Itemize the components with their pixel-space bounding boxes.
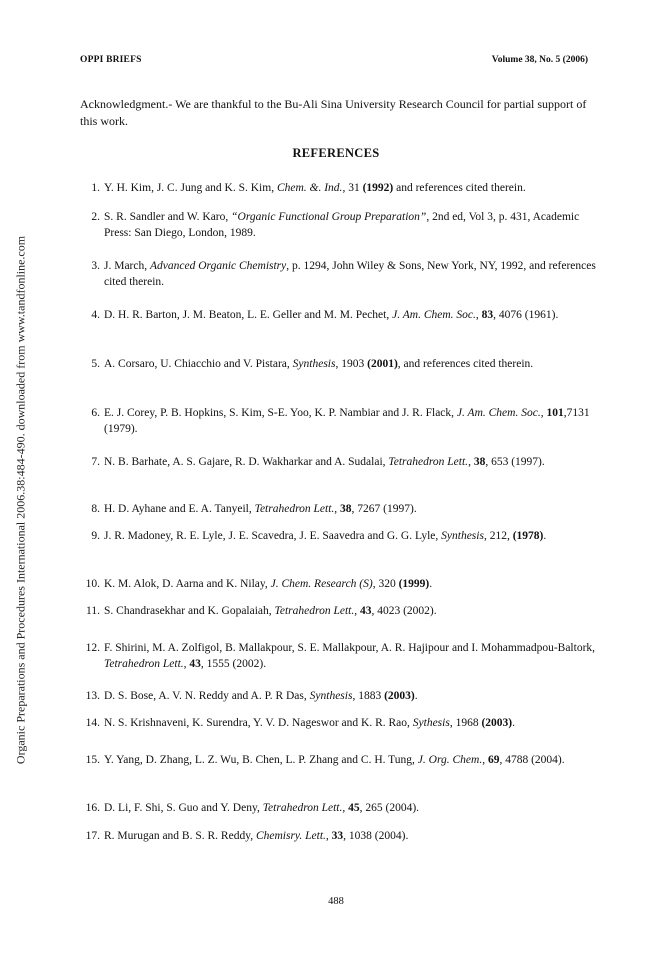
reference-segment: , [468, 456, 474, 468]
reference-segment: , and references cited therein. [397, 358, 534, 370]
reference-volume: 38 [473, 456, 486, 468]
reference-segment: Y. Yang, D. Zhang, L. Z. Wu, B. Chen, L. P. Zhang and C. H. Tung, [104, 754, 418, 766]
reference-segment: , [183, 658, 190, 670]
reference-volume: 45 [348, 802, 360, 814]
reference-segment: , 212, [483, 530, 513, 542]
reference-journal: “Organic Functional Group Preparation” [231, 211, 427, 223]
reference-number: 14. [85, 717, 100, 729]
reference-segment: S. Chandrasekhar and K. Gopalaiah, [104, 605, 275, 617]
reference-segment: N. S. Krishnaveni, K. Surendra, Y. V. D. Nageswor and K. R. Rao, [104, 717, 413, 729]
reference-number: 3. [91, 260, 100, 272]
reference-journal: J. Chem. Research (S) [270, 578, 373, 590]
reference-segment: , [334, 503, 341, 515]
reference-text [104, 528, 600, 544]
reference-journal: Tetrahedron Lett. [254, 503, 335, 515]
reference-segment: and references cited therein. [393, 182, 526, 194]
reference-number: 11. [86, 605, 100, 617]
reference-segment: , 1903 [335, 358, 368, 370]
reference-volume: 69 [487, 754, 500, 766]
reference-volume: 38 [340, 503, 352, 515]
reference-text [104, 688, 600, 704]
reference-segment: F. Shirini, M. A. Zolfigol, B. Mallakpour, S. E. Mallakpour, A. R. Hajipour and I. Mohammadpou-Baltork, [104, 642, 596, 654]
reference-segment: D. S. Bose, A. V. N. Reddy and A. P. R Das, [104, 690, 310, 702]
reference-text [104, 800, 600, 816]
reference-journal: Chem. &. Ind. [276, 182, 343, 194]
reference-segment: , p. 1294, John Wiley & Sons, New York, NY, 1992, and references cited therein. [104, 260, 596, 288]
reference-number: 5. [91, 358, 100, 370]
reference-journal: Tetrahedron Lett. [262, 802, 343, 814]
reference-segment: . [543, 530, 547, 542]
reference-journal: J. Am. Chem. Soc. [456, 407, 541, 419]
reference-segment: . [429, 578, 433, 590]
reference-number: 15. [85, 754, 100, 766]
reference-volume: 83 [481, 309, 494, 321]
reference-volume: (1992) [362, 182, 394, 194]
reference-segment: , [354, 605, 360, 617]
reference-text [104, 752, 600, 768]
reference-number: 1. [91, 182, 100, 194]
reference-journal: Sythesis [412, 717, 450, 729]
reference-journal: Synthesis [441, 530, 484, 542]
reference-segment: , 320 [372, 578, 399, 590]
reference-segment: A. Corsaro, U. Chiacchio and V. Pistara, [104, 358, 293, 370]
reference-segment: . [414, 690, 418, 702]
reference-text [104, 454, 600, 470]
reference-segment: J. R. Madoney, R. E. Lyle, J. E. Scavedra, J. E. Saavedra and G. G. Lyle, [104, 530, 442, 542]
reference-number: 7. [91, 456, 100, 468]
reference-text [104, 180, 600, 196]
reference-number: 9. [91, 530, 100, 542]
reference-segment: , 2nd ed, Vol 3, p. 431, Academic Press: San Diego, London, 1989. [104, 211, 580, 239]
reference-number: 4. [91, 309, 100, 321]
reference-text [104, 356, 600, 372]
reference-segment: , 4076 (1961). [493, 309, 559, 321]
running-header-journal: OPPI BRIEFS [80, 55, 142, 65]
reference-number: 12. [85, 642, 100, 654]
reference-volume: 33 [331, 830, 344, 842]
references-heading: REFERENCES [292, 146, 380, 160]
reference-volume: (2001) [367, 358, 398, 370]
reference-volume: 101 [546, 407, 564, 419]
reference-segment: , [540, 407, 547, 419]
reference-number: 13. [85, 690, 100, 702]
reference-segment: , 1038 (2004). [343, 830, 409, 842]
reference-segment: N. B. Barhate, A. S. Gajare, R. D. Wakharkar and A. Sudalai, [104, 456, 389, 468]
reference-segment: , 1968 [449, 717, 482, 729]
reference-segment: K. M. Alok, D. Aarna and K. Nilay, [104, 578, 271, 590]
reference-journal: Synthesis [309, 690, 353, 702]
running-header-volume: Volume 38, No. 5 (2006) [491, 55, 588, 65]
reference-segment: , [475, 309, 482, 321]
reference-segment: D. Li, F. Shi, S. Guo and Y. Deny, [104, 802, 263, 814]
reference-segment: ,7131 (1979). [104, 407, 590, 435]
reference-volume: (1999) [398, 578, 430, 590]
reference-segment: S. R. Sandler and W. Karo, [104, 211, 232, 223]
reference-text [104, 258, 600, 290]
reference-segment: , [482, 754, 488, 766]
reference-number: 8. [91, 503, 100, 515]
reference-text [104, 209, 600, 241]
reference-text [104, 603, 600, 619]
acknowledgment-paragraph: Acknowledgment.- We are thankful to the Bu-Ali Sina University Research Council for partial support of this work. [80, 97, 587, 128]
reference-segment: , 4788 (2004). [499, 754, 565, 766]
reference-volume: 43 [359, 605, 372, 617]
reference-volume: (1978) [512, 530, 544, 542]
reference-segment: , 31 [342, 182, 363, 194]
reference-journal: J. Am. Chem. Soc. [392, 309, 476, 321]
reference-journal: Tetrahedron Lett. [388, 456, 469, 468]
reference-segment: , 265 (2004). [359, 802, 420, 814]
reference-segment: J. March, [104, 260, 150, 272]
reference-number: 10. [85, 578, 100, 590]
download-watermark-text: Organic Preparations and Procedures International 2006.38:484-490. downloaded from www.tandfonline.com [13, 235, 28, 765]
reference-journal: Tetrahedron Lett. [104, 658, 184, 670]
reference-number: 6. [91, 407, 100, 419]
reference-volume: 43 [189, 658, 201, 670]
reference-segment: , 1555 (2002). [200, 658, 267, 670]
reference-text [104, 828, 600, 844]
reference-segment: R. Murugan and B. S. R. Reddy, [104, 830, 256, 842]
reference-segment: , 1883 [352, 690, 385, 702]
download-watermark [13, 180, 28, 820]
reference-journal: Chemisry. Lett. [255, 830, 326, 842]
reference-segment: Y. H. Kim, J. C. Jung and K. S. Kim, [104, 182, 277, 194]
reference-segment: , [325, 830, 332, 842]
reference-text [104, 405, 600, 437]
reference-segment: , [342, 802, 349, 814]
reference-text [104, 640, 600, 672]
reference-segment: , 653 (1997). [485, 456, 545, 468]
reference-segment: . [512, 717, 516, 729]
reference-journal: Tetrahedron Lett. [274, 605, 355, 617]
reference-number: 16. [85, 802, 100, 814]
reference-volume: (2003) [481, 717, 513, 729]
reference-segment: D. H. R. Barton, J. M. Beaton, L. E. Geller and M. M. Pechet, [104, 309, 393, 321]
reference-segment: , 7267 (1997). [351, 503, 417, 515]
reference-number: 17. [85, 830, 100, 842]
page-number: 488 [328, 896, 344, 907]
reference-number: 2. [91, 211, 100, 223]
reference-text [104, 715, 600, 731]
reference-volume: (2003) [384, 690, 415, 702]
reference-segment: E. J. Corey, P. B. Hopkins, S. Kim, S-E. Yoo, K. P. Nambiar and J. R. Flack, [104, 407, 457, 419]
reference-text [104, 576, 600, 592]
reference-text [104, 307, 600, 323]
reference-journal: Advanced Organic Chemistry [150, 260, 287, 272]
reference-segment: H. D. Ayhane and E. A. Tanyeil, [104, 503, 255, 515]
reference-segment: , 4023 (2002). [371, 605, 437, 617]
reference-text [104, 501, 600, 517]
reference-journal: J. Org. Chem. [417, 754, 483, 766]
reference-journal: Synthesis [292, 358, 336, 370]
